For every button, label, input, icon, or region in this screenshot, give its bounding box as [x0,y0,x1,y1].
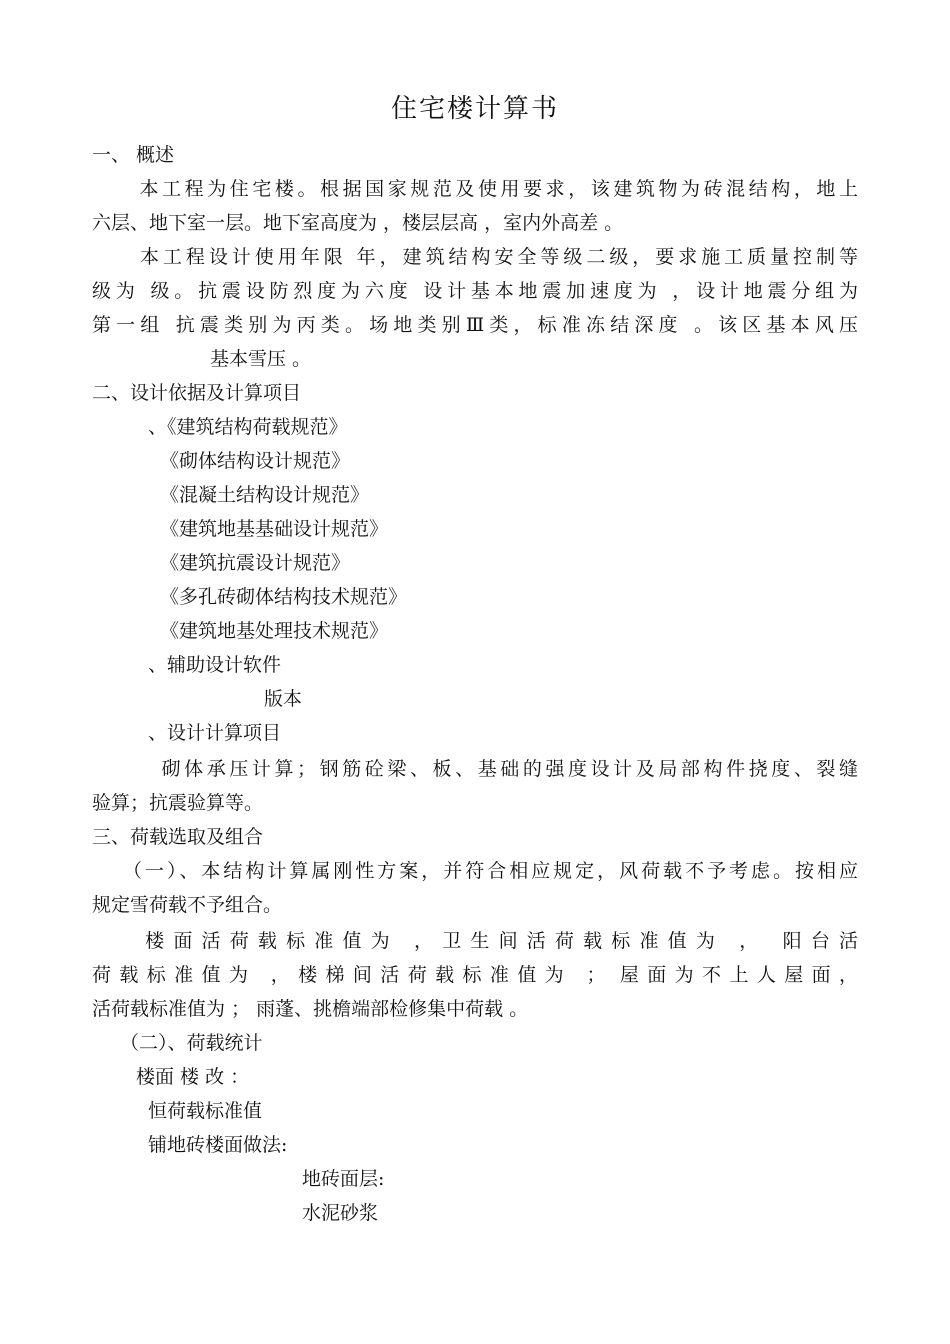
load-paragraph-1-line-1: （一）、本结构计算属刚性方案，并符合相应规定，风荷载不予考虑。按相应 [120,860,858,882]
document-title: 住宅楼计算书 [390,94,559,124]
section-1-heading: 一、 概述 [92,144,175,166]
calc-items-line-2: 验算；抗震验算等。 [92,792,264,814]
overview-paragraph-2-line-4: 基本雪压 。 [210,348,312,370]
code-item: 《建筑抗震设计规范》 [160,552,351,574]
layer-item: 水泥砂浆 [302,1202,379,1224]
code-item: 《砌体结构设计规范》 [160,450,351,472]
layer-item: 地砖面层: [302,1168,385,1190]
load-paragraph-1-line-2: 规定雪荷载不予组合。 [92,894,283,916]
overview-paragraph-1-line-1: 本工程为住宅楼。根据国家规范及使用要求，该建筑物为砖混结构，地上 [136,178,858,200]
calc-items-line-1: 砌体承压计算；钢筋砼梁、板、基础的强度设计及局部构件挠度、裂缝 [158,758,858,780]
section-3-heading: 三、荷载选取及组合 [92,826,264,848]
load-statistics-heading: （二）、荷载统计 [120,1032,263,1054]
code-item: 《多孔砖砌体结构技术规范》 [160,586,408,608]
overview-paragraph-2-line-1: 本工程设计使用年限 年，建筑结构安全等级二级，要求施工质量控制等 [136,246,858,268]
overview-paragraph-2-line-2: 级为 级。抗震设防烈度为六度 设计基本地震加速度为 ，设计地震分组为 [92,280,858,302]
dead-load-label: 恒荷载标准值 [148,1100,263,1122]
code-item: 《建筑地基处理技术规范》 [160,620,389,642]
software-version: 版本 [264,688,303,710]
code-item: 《混凝土结构设计规范》 [160,484,370,506]
load-paragraph-2-line-2: 荷载标准值为 ，楼梯间活荷载标准值为 ； 屋面为不上人屋面， [92,964,858,986]
floor-line: 楼面 楼 改 ： [136,1066,250,1088]
overview-paragraph-2-line-3: 第一组 抗震类别为丙类。场地类别Ⅲ类，标准冻结深度 。该区基本风压 [92,314,858,336]
load-paragraph-2-line-1: 楼面活荷载标准值为 ，卫生间活荷载标准值为 ， 阳台活 [136,930,858,952]
subsection-codes-heading: 、《建筑结构荷载规范》 [148,416,348,438]
overview-paragraph-1-line-2: 六层、地下室一层。地下室高度为 ，楼层层高 ，室内外高差 。 [92,212,624,234]
code-item: 《建筑地基基础设计规范》 [160,518,389,540]
floor-method-label: 铺地砖楼面做法: [148,1134,288,1156]
subsection-calc-items-heading: 、设计计算项目 [148,722,282,744]
section-2-heading: 二、设计依据及计算项目 [92,382,302,404]
subsection-software-heading: 、辅助设计软件 [148,654,282,676]
load-paragraph-2-line-3: 活荷载标准值为 ； 雨蓬、挑檐端部检修集中荷载 。 [92,998,529,1020]
